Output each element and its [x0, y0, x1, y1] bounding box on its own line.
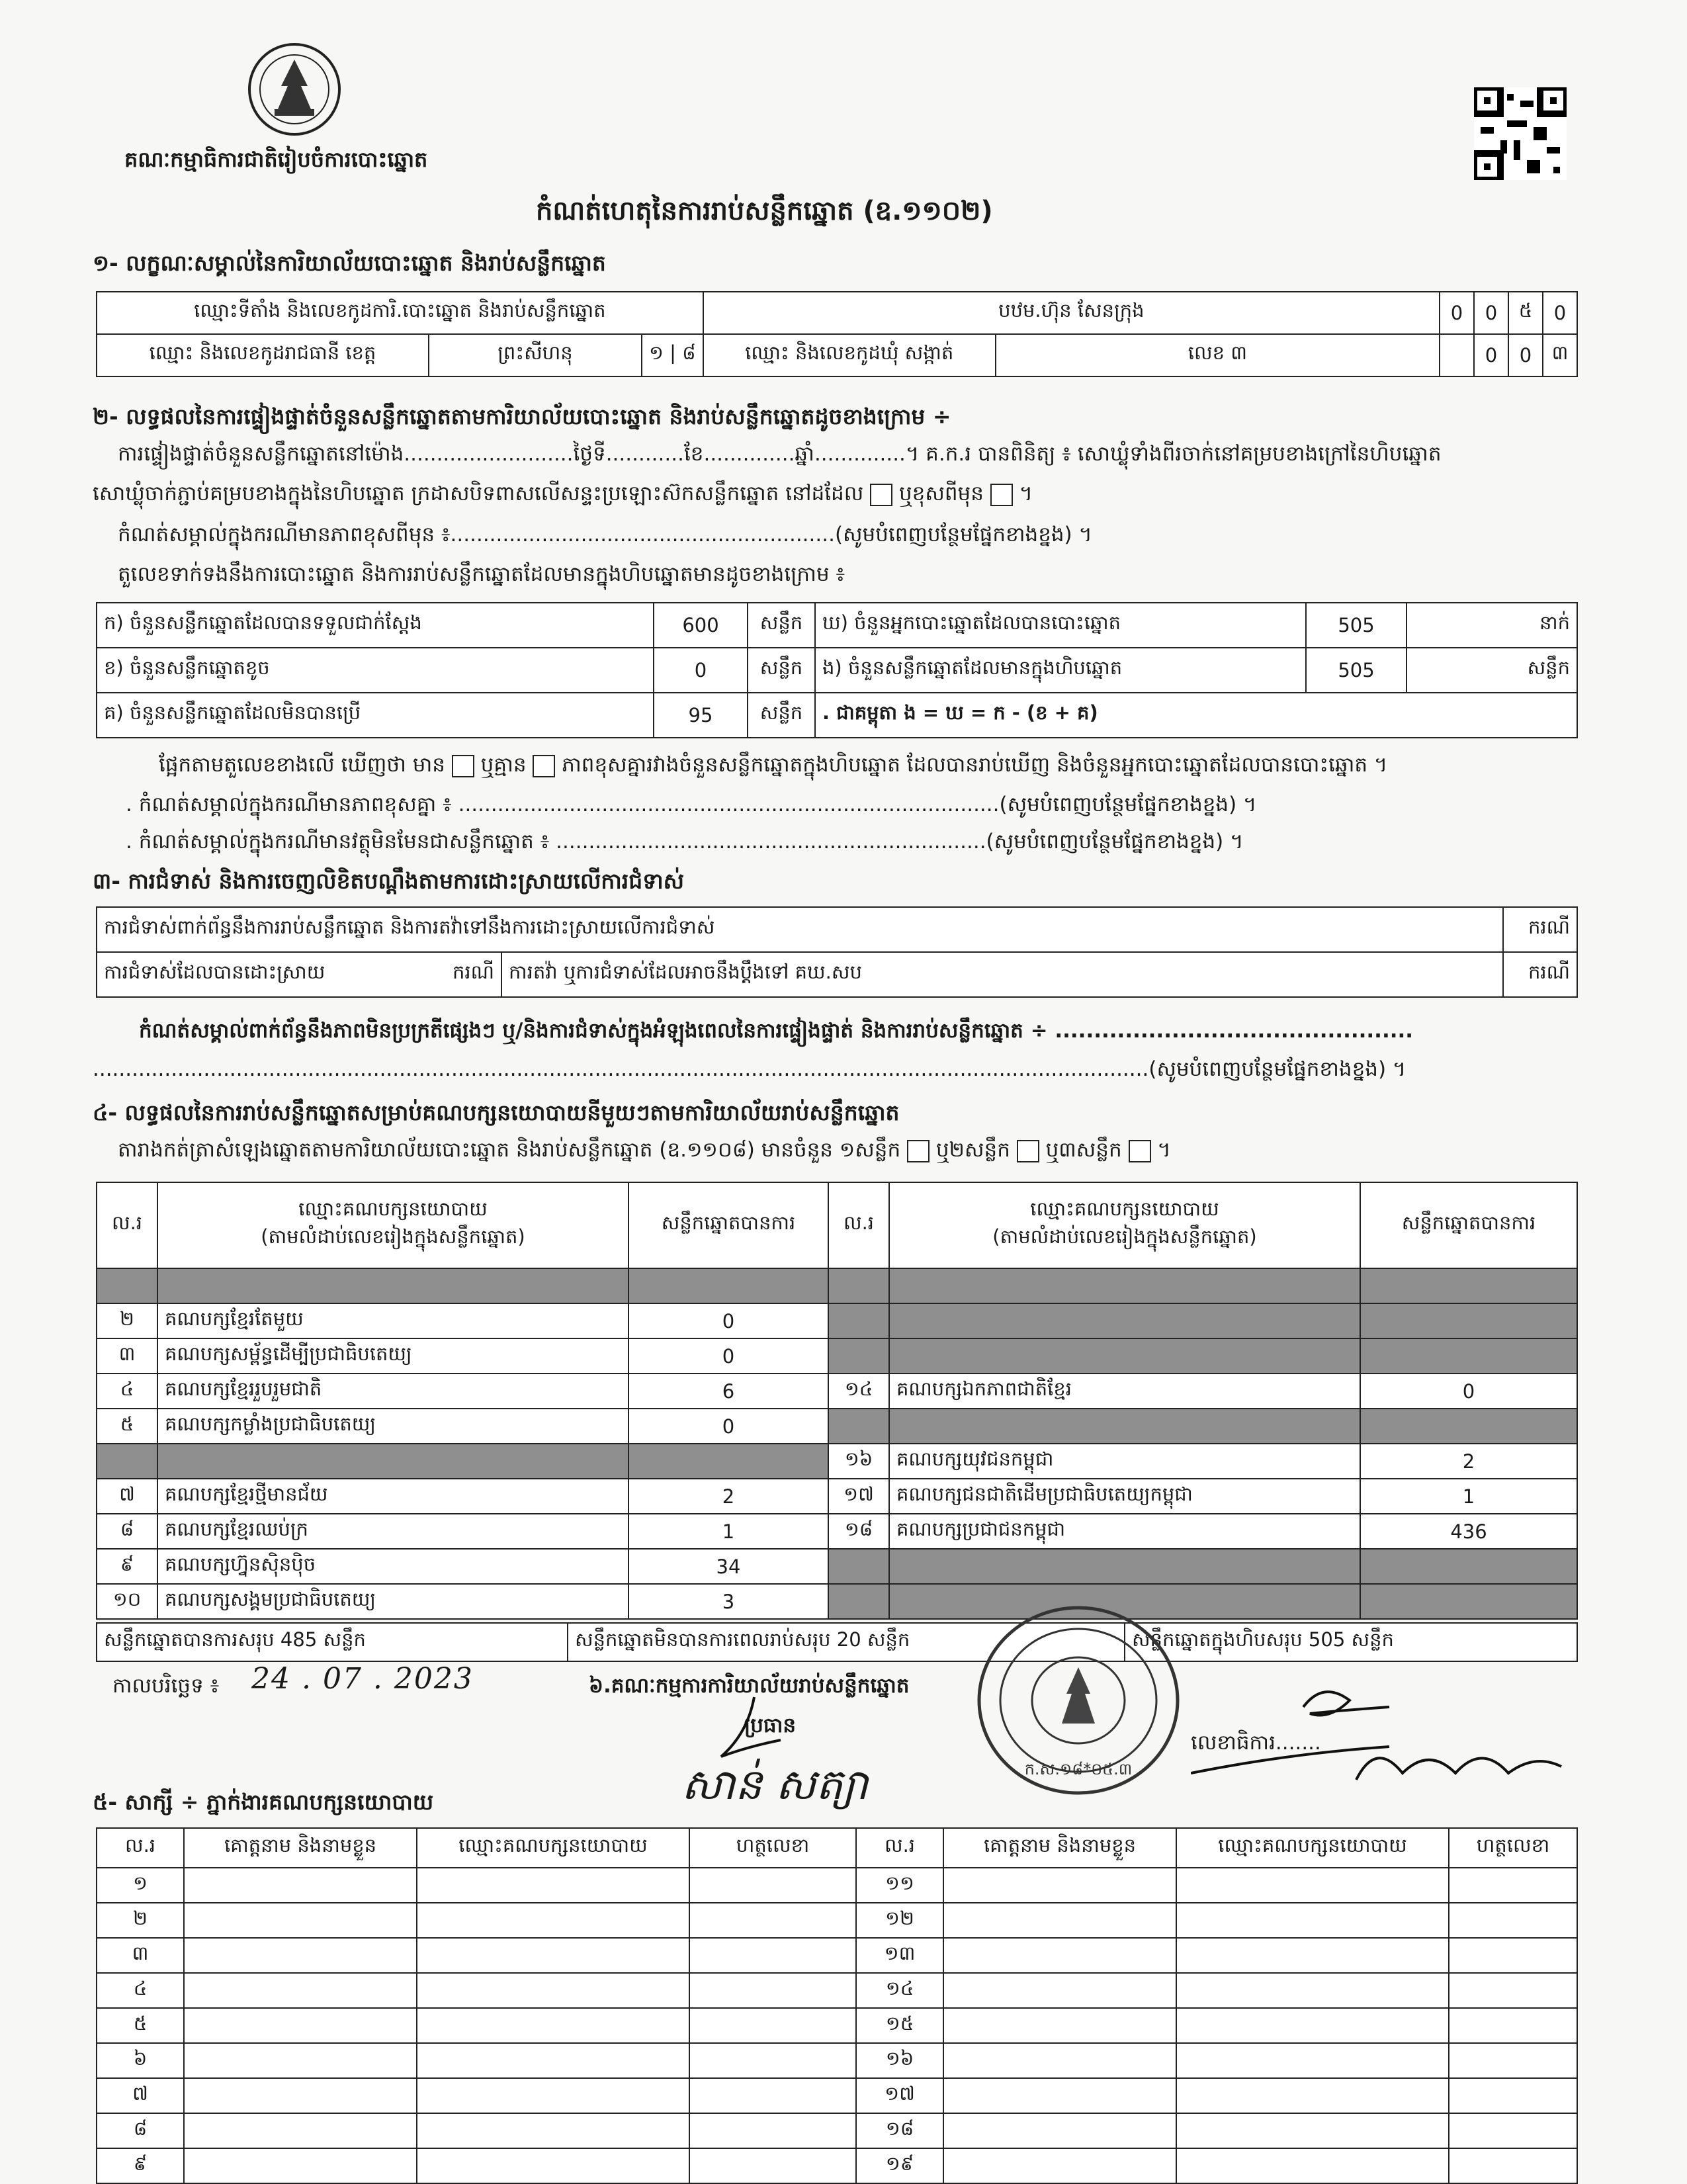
different-checkbox[interactable] — [990, 484, 1013, 506]
witness-table — [96, 1827, 1578, 2184]
province-label: ឈ្មោះ និងលេខកូដរាជធានី ខេត្ត — [97, 334, 429, 376]
witness-blank-cell — [943, 2008, 1176, 2043]
date-value: 24 . 07 . 2023 — [251, 1662, 474, 1696]
ballots-in-box-label: ង) ចំនួនសន្លឹកឆ្នោតដែលមានក្នុងហិបឆ្នោត — [815, 648, 1306, 693]
party-name — [889, 1338, 1360, 1374]
row-number: ១៨ — [828, 1514, 889, 1549]
col-party: ឈ្មោះគណបក្សនយោបាយ — [417, 1828, 689, 1868]
witness-number: ១៦ — [856, 2043, 943, 2078]
commune-value: លេខ ៣ — [996, 334, 1440, 376]
witness-number: ៩ — [97, 2148, 184, 2183]
party-votes: 0 — [628, 1409, 828, 1444]
row-number — [828, 1303, 889, 1338]
one-sheet-checkbox[interactable] — [907, 1140, 930, 1162]
row-number — [97, 1444, 157, 1479]
row-number: ៤ — [97, 1374, 157, 1409]
witness-number: ១ — [97, 1868, 184, 1903]
party-name: គណបក្សកម្លាំងប្រជាធិបតេយ្យ — [157, 1409, 628, 1444]
row-number — [828, 1584, 889, 1619]
irregularities-note: កំណត់សម្គាល់ពាក់ព័ន្ធនឹងភាពមិនប្រក្រតីផ្សេងៗ ឬ/និងការជំទាស់ក្នុងអំឡុងពេលនៃការផ្ទៀងផ្ទាត់ និងការរាប់សន្លឹកឆ្នោត ÷ .............................................. — [139, 1019, 1414, 1043]
station-label: ឈ្មោះទីតាំង និងលេខកូដការិ.បោះឆ្នោត និងរាប់សន្លឹកឆ្នោត — [97, 292, 703, 334]
witness-blank-cell — [417, 2043, 689, 2078]
party-name: គណបក្សសង្គមប្រជាធិបតេយ្យ — [157, 1584, 628, 1619]
row-number: ១៤ — [828, 1374, 889, 1409]
party-name: គណបក្សប្រជាជនកម្ពុជា — [889, 1514, 1360, 1549]
row-number — [828, 1268, 889, 1303]
section-2-heading: ២- លទ្ធផលនៃការផ្ទៀងផ្ទាត់ចំនួនសន្លឹកឆ្នោតតាមការិយាល័យបោះឆ្នោត និងរាប់សន្លឹកឆ្នោតដូចខាងក្រោម ÷ — [93, 404, 951, 429]
document-title: កំណត់ហេតុនៃការរាប់សន្លឹកឆ្នោត (ឧ.១១០២) — [536, 196, 993, 226]
committee-label: ៦.គណៈកម្មការការិយាល័យរាប់សន្លឹកឆ្នោត — [589, 1674, 910, 1698]
witness-blank-cell — [1449, 1938, 1577, 1973]
col-votes: សន្លឹកឆ្នោតបានការ — [1360, 1182, 1577, 1268]
election-committee-logo-icon — [245, 40, 344, 139]
row-number: ៣ — [97, 1338, 157, 1374]
table-row — [97, 1374, 1577, 1409]
row-number: ២ — [97, 1303, 157, 1338]
witness-blank-cell — [417, 1903, 689, 1938]
witness-blank-cell — [1176, 2148, 1449, 2183]
row-number: ៨ — [97, 1514, 157, 1549]
witness-blank-cell — [689, 2148, 856, 2183]
witness-row — [97, 1973, 1577, 2008]
secretary-signature — [1191, 1681, 1601, 1793]
col-party: ឈ្មោះគណបក្សនយោបាយ (តាមលំដាប់លេខរៀងក្នុងសន្លឹកឆ្នោត) — [157, 1182, 628, 1268]
ballots-in-box-value: 505 — [1306, 648, 1406, 693]
witness-blank-cell — [184, 1973, 417, 2008]
formula: . ជាគម្ពុតា ង = ឃ = ក - (ខ + គ) — [815, 693, 1577, 738]
table-row — [97, 1514, 1577, 1549]
voters-label: ឃ) ចំនួនអ្នកបោះឆ្នោតដែលបានបោះឆ្នោត — [815, 603, 1306, 648]
party-votes: 2 — [628, 1479, 828, 1514]
col-name: គោត្តនាម និងនាមខ្លួន — [184, 1828, 417, 1868]
has-difference-checkbox[interactable] — [452, 755, 474, 777]
secretary-label: លេខាធិការ....... — [1191, 1731, 1321, 1755]
party-votes: 2 — [1360, 1444, 1577, 1479]
party-name — [889, 1409, 1360, 1444]
table-row — [97, 1338, 1577, 1374]
witness-row — [97, 2008, 1577, 2043]
witness-blank-cell — [1449, 2078, 1577, 2113]
commune-label: ឈ្មោះ និងលេខកូដឃុំ សង្កាត់ — [703, 334, 996, 376]
no-difference-checkbox[interactable] — [533, 755, 555, 777]
party-name: គណបក្សខ្មែរតែមួយ — [157, 1303, 628, 1338]
witness-blank-cell — [1449, 2148, 1577, 2183]
unused-ballots-value: 95 — [654, 693, 748, 738]
witness-number: ១៨ — [856, 2113, 943, 2148]
same-checkbox[interactable] — [870, 484, 892, 506]
witness-number: ១២ — [856, 1903, 943, 1938]
commune-code-digit: ៣ — [1543, 334, 1577, 376]
foreign-object-remark: . កំណត់សម្គាល់ក្នុងករណីមានវត្ថុមិនមែនជាសន្លឹកឆ្នោត ៖ ..................................................................(សូមបំពេញបន្ថែមផ្នែកខាងខ្នង) ។ — [126, 830, 1244, 853]
row-number — [97, 1268, 157, 1303]
party-votes: 436 — [1360, 1514, 1577, 1549]
party-votes: 34 — [628, 1549, 828, 1584]
witness-blank-cell — [417, 2148, 689, 2183]
witness-blank-cell — [1449, 1903, 1577, 1938]
witness-blank-cell — [689, 2078, 856, 2113]
witness-number: ២ — [97, 1903, 184, 1938]
col-number: ល.រ — [828, 1182, 889, 1268]
table-row — [97, 1409, 1577, 1444]
total-invalid: សន្លឹកឆ្នោតមិនបានការពេលរាប់សរុប 20 សន្លឹក — [568, 1623, 1125, 1661]
witness-blank-cell — [417, 2113, 689, 2148]
station-code-digit: 0 — [1474, 292, 1508, 334]
col-party: ឈ្មោះគណបក្សនយោបាយ (តាមលំដាប់លេខរៀងក្នុងសន្លឹកឆ្នោត) — [889, 1182, 1360, 1268]
row-number: ៥ — [97, 1409, 157, 1444]
witness-number: ១៤ — [856, 1973, 943, 2008]
witness-blank-cell — [1176, 2008, 1449, 2043]
station-code-digit: 0 — [1440, 292, 1474, 334]
figures-intro: តួលេខទាក់ទងនឹងការបោះឆ្នោត និងការរាប់សន្លឹកឆ្នោតដែលមានក្នុងហិបឆ្នោតមានដូចខាងក្រោម ៖ — [118, 562, 845, 586]
witness-blank-cell — [1449, 2008, 1577, 2043]
row-number: ៧ — [97, 1479, 157, 1514]
row-number: ១៧ — [828, 1479, 889, 1514]
section-4-heading: ៤- លទ្ធផលនៃការរាប់សន្លឹកឆ្នោតសម្រាប់គណបក្សនយោបាយនីមួយៗតាមការិយាល័យរាប់សន្លឹកឆ្នោត — [93, 1100, 900, 1125]
party-votes: 1 — [628, 1514, 828, 1549]
province-code: ១ | ៨ — [642, 334, 703, 376]
ballot-figures-table — [96, 602, 1578, 738]
witness-blank-cell — [184, 2043, 417, 2078]
spoiled-ballots-value: 0 — [654, 648, 748, 693]
party-name — [157, 1268, 628, 1303]
row-number: ១៦ — [828, 1444, 889, 1479]
table-row — [97, 1303, 1577, 1338]
witness-blank-cell — [689, 1973, 856, 2008]
party-name — [889, 1303, 1360, 1338]
witness-blank-cell — [184, 1903, 417, 1938]
witness-row — [97, 2148, 1577, 2183]
witness-blank-cell — [689, 1903, 856, 1938]
party-votes — [628, 1444, 828, 1479]
party-votes — [1360, 1268, 1577, 1303]
party-votes — [1360, 1338, 1577, 1374]
witness-blank-cell — [1176, 2043, 1449, 2078]
party-name: គណបក្សខ្មែរឈប់ក្រ — [157, 1514, 628, 1549]
witness-row — [97, 2078, 1577, 2113]
party-votes — [1360, 1549, 1577, 1584]
party-name: គណបក្សយុវជនកម្ពុជា — [889, 1444, 1360, 1479]
witness-blank-cell — [417, 2008, 689, 2043]
witness-blank-cell — [943, 1973, 1176, 2008]
unit: សន្លឹក — [748, 603, 815, 648]
qr-code-icon — [1474, 87, 1567, 180]
table-row — [97, 1584, 1577, 1619]
witness-number: ៧ — [97, 2078, 184, 2113]
difference-remark: . កំណត់សម្គាល់ក្នុងករណីមានភាពខុសគ្នា ៖ ...................................................................................(សូមបំពេញបន្ថែមផ្នែកខាងខ្នង) ។ — [126, 793, 1257, 816]
witness-blank-cell — [1449, 2113, 1577, 2148]
resolved-objections: ការជំទាស់ដែលបានដោះស្រាយ ករណី — [97, 952, 501, 997]
witness-blank-cell — [689, 2008, 856, 2043]
irregularities-note-cont: ..................................................................................................................................................................(សូមបំពេញបន្ថែមផ្នែកខាងខ្នង) ។ — [93, 1057, 1406, 1081]
party-name: គណបក្សខ្មែររួបរួមជាតិ — [157, 1374, 628, 1409]
col-signature: ហត្ថលេខា — [689, 1828, 856, 1868]
spoiled-ballots-label: ខ) ចំនួនសន្លឹកឆ្នោតខូច — [97, 648, 654, 693]
total-in-box: សន្លឹកឆ្នោតក្នុងហិបសរុប 505 សន្លឹក — [1125, 1623, 1577, 1661]
witness-number: ៨ — [97, 2113, 184, 2148]
witness-blank-cell — [1176, 1868, 1449, 1903]
witness-number: ៣ — [97, 1938, 184, 1973]
total-valid: សន្លឹកឆ្នោតបានការសរុប 485 សន្លឹក — [97, 1623, 568, 1661]
objections-table — [96, 906, 1578, 998]
witness-number: ១៣ — [856, 1938, 943, 1973]
section-3-heading: ៣- ការជំទាស់ និងការចេញលិខិតបណ្តឹងតាមការដោះស្រាយលើការជំទាស់ — [93, 868, 685, 894]
party-votes — [628, 1268, 828, 1303]
party-votes: 0 — [628, 1303, 828, 1338]
difference-note: កំណត់សម្គាល់ក្នុងករណីមានភាពខុសពីមុន ៖...........................................................(សូមបំពេញបន្ថែមផ្នែកខាងខ្នង) ។ — [118, 523, 1092, 546]
party-votes: 0 — [628, 1338, 828, 1374]
table-row — [97, 1444, 1577, 1479]
table-row — [97, 1479, 1577, 1514]
witness-row — [97, 2043, 1577, 2078]
voters-value: 505 — [1306, 603, 1406, 648]
row-number: ៩ — [97, 1549, 157, 1584]
party-name: គណបក្សខ្មែរថ្មីមានជ័យ — [157, 1479, 628, 1514]
witness-blank-cell — [184, 2113, 417, 2148]
witness-blank-cell — [943, 1868, 1176, 1903]
witness-blank-cell — [1449, 1973, 1577, 2008]
witness-blank-cell — [943, 1903, 1176, 1938]
witness-blank-cell — [184, 1868, 417, 1903]
row-number — [828, 1409, 889, 1444]
witness-blank-cell — [943, 2148, 1176, 2183]
row-number — [828, 1549, 889, 1584]
witness-blank-cell — [1176, 1973, 1449, 2008]
col-number: ល.រ — [856, 1828, 943, 1868]
witness-blank-cell — [1449, 2043, 1577, 2078]
col-votes: សន្លឹកឆ្នោតបានការ — [628, 1182, 828, 1268]
table-row — [97, 1268, 1577, 1303]
witness-blank-cell — [689, 2113, 856, 2148]
three-sheets-checkbox[interactable] — [1129, 1140, 1151, 1162]
row-number: ១០ — [97, 1584, 157, 1619]
witness-blank-cell — [943, 1938, 1176, 1973]
unit: ករណី — [1503, 952, 1577, 997]
witness-blank-cell — [184, 2078, 417, 2113]
party-votes — [1360, 1584, 1577, 1619]
lock-check-line: សោឃ្លុំចាក់ភ្ជាប់គម្របខាងក្នុងនៃហិបឆ្នោត ក្រដាសបិទពាសលើសន្ទះប្រឡោះស៊កសន្លឹកឆ្នោត នៅដដែល ឬខុសពីមុន ។ — [93, 482, 1033, 505]
witness-blank-cell — [417, 1938, 689, 1973]
witness-blank-cell — [184, 1938, 417, 1973]
unit: សន្លឹក — [1406, 648, 1577, 693]
verification-line: ការផ្ទៀងផ្ទាត់ចំនួនសន្លឹកឆ្នោតនៅម៉ោង..........................ថ្ងៃទី............ខែ..............ឆ្នាំ..............។ គ.ក.រ បានពិនិត្យ ៖ សោឃ្លុំទាំងពីរចាក់នៅគម្របខាងក្រៅនៃហិបឆ្នោត — [118, 442, 1442, 466]
witness-row — [97, 1938, 1577, 1973]
totals-table — [96, 1622, 1578, 1662]
witness-blank-cell — [1176, 1903, 1449, 1938]
party-name: គណបក្សឯកភាពជាតិខ្មែរ — [889, 1374, 1360, 1409]
witness-blank-cell — [689, 1868, 856, 1903]
chair-label: ប្រធាន — [744, 1714, 797, 1737]
witness-number: ១១ — [856, 1868, 943, 1903]
party-name: គណបក្សជនជាតិដើមប្រជាធិបតេយ្យកម្ពុជា — [889, 1479, 1360, 1514]
unit: នាក់ — [1406, 603, 1577, 648]
station-code-digit: 0 — [1543, 292, 1577, 334]
witness-blank-cell — [689, 1938, 856, 1973]
witness-blank-cell — [417, 1868, 689, 1903]
party-name: គណបក្សសម្ព័ន្ធដើម្បីប្រជាធិបតេយ្យ — [157, 1338, 628, 1374]
two-sheets-checkbox[interactable] — [1017, 1140, 1039, 1162]
witness-number: ១៧ — [856, 2078, 943, 2113]
witness-blank-cell — [1449, 1868, 1577, 1903]
witness-blank-cell — [1176, 2113, 1449, 2148]
witness-number: ១៥ — [856, 2008, 943, 2043]
witness-blank-cell — [184, 2008, 417, 2043]
party-votes — [1360, 1409, 1577, 1444]
sheet-count-line: តារាងកត់ត្រាសំឡេងឆ្នោតតាមការិយាល័យបោះឆ្នោត និងរាប់សន្លឹកឆ្នោត (ឧ.១១០៨) មានចំនួន ១សន្លឹក ឬ២សន្លឹក ឬ៣សន្លឹក ។ — [118, 1138, 1171, 1162]
witness-blank-cell — [417, 1973, 689, 2008]
party-votes — [1360, 1303, 1577, 1338]
party-votes: 0 — [1360, 1374, 1577, 1409]
witness-number: ៥ — [97, 2008, 184, 2043]
table-row — [97, 1549, 1577, 1584]
unit: ករណី — [1503, 907, 1577, 952]
commune-code-digit: 0 — [1508, 334, 1543, 376]
party-votes: 6 — [628, 1374, 828, 1409]
row-number — [828, 1338, 889, 1374]
witness-blank-cell — [943, 2043, 1176, 2078]
col-name: គោត្តនាម និងនាមខ្លួន — [943, 1828, 1176, 1868]
party-results-table — [96, 1182, 1578, 1620]
witness-number: ៦ — [97, 2043, 184, 2078]
province-value: ព្រះសីហនុ — [429, 334, 642, 376]
witness-row — [97, 1868, 1577, 1903]
section-1-heading: ១- លក្ខណៈសម្គាល់នៃការិយាល័យបោះឆ្នោត និងរាប់សន្លឹកឆ្នោត — [93, 250, 606, 276]
witness-number: ៤ — [97, 1973, 184, 2008]
witness-blank-cell — [1176, 1938, 1449, 1973]
unused-ballots-label: គ) ចំនួនសន្លឹកឆ្នោតដែលមិនបានប្រើ — [97, 693, 654, 738]
unit: សន្លឹក — [748, 648, 815, 693]
station-info-table — [96, 291, 1578, 377]
received-ballots-value: 600 — [654, 603, 748, 648]
party-name — [157, 1444, 628, 1479]
received-ballots-label: ក) ចំនួនសន្លឹកឆ្នោតដែលបានទទួលជាក់ស្តែង — [97, 603, 654, 648]
witness-blank-cell — [689, 2043, 856, 2078]
station-value: បឋម.ហ៊ុន សែនក្រុង — [703, 292, 1440, 334]
official-stamp-icon — [973, 1601, 1184, 1800]
col-number: ល.រ — [97, 1182, 157, 1268]
section-5-heading: ៥- សាក្សី ÷ ភ្នាក់ងារគណបក្សនយោបាយ — [93, 1789, 434, 1815]
col-signature: ហត្ថលេខា — [1449, 1828, 1577, 1868]
chair-name-signature: សាន់ សត្យា — [681, 1761, 869, 1810]
commune-code-digit: 0 — [1474, 334, 1508, 376]
station-code-digit: ៥ — [1508, 292, 1543, 334]
col-party: ឈ្មោះគណបក្សនយោបាយ — [1176, 1828, 1449, 1868]
party-votes: 3 — [628, 1584, 828, 1619]
chair-signature-scribble — [708, 1694, 800, 1767]
party-name: គណបក្សហ្វ៊ុនស៊ិនប៉ិច — [157, 1549, 628, 1584]
witness-blank-cell — [417, 2078, 689, 2113]
objections-label: ការជំទាស់ពាក់ព័ន្ធនឹងការរាប់សន្លឹកឆ្នោត និងការតវ៉ាទៅនឹងការដោះស្រាយលើការជំទាស់ — [97, 907, 1503, 952]
party-name — [889, 1549, 1360, 1584]
witness-row — [97, 1903, 1577, 1938]
col-number: ល.រ — [97, 1828, 184, 1868]
witness-blank-cell — [943, 2078, 1176, 2113]
witness-blank-cell — [184, 2148, 417, 2183]
witness-blank-cell — [1176, 2078, 1449, 2113]
party-votes: 1 — [1360, 1479, 1577, 1514]
appeal-objections-label: ការតវ៉ា ឬការជំទាស់ដែលអាចនឹងប្តឹងទៅ គឃ.សប — [501, 952, 1503, 997]
date-label: កាលបរិច្ឆេទ ៖ — [112, 1674, 220, 1698]
discrepancy-check-line: ផ្អែកតាមតួលេខខាងលើ ឃើញថា មាន ឬគ្មាន ភាពខុសគ្នារវាងចំនួនសន្លឹកឆ្នោតក្នុងហិបឆ្នោត ដែលបានរាប់ឃើញ និងចំនួនអ្នកបោះឆ្នោតដែលបានបោះឆ្នោត ។ — [159, 753, 1388, 777]
unit: សន្លឹក — [748, 693, 815, 738]
org-name: គណៈកម្មាធិការជាតិរៀបចំការបោះឆ្នោត — [124, 147, 428, 172]
svg-text:ក.ស.១៨*០៥.៣: ក.ស.១៨*០៥.៣ — [1024, 1760, 1133, 1778]
witness-blank-cell — [943, 2113, 1176, 2148]
party-name — [889, 1268, 1360, 1303]
witness-number: ១៩ — [856, 2148, 943, 2183]
witness-row — [97, 2113, 1577, 2148]
